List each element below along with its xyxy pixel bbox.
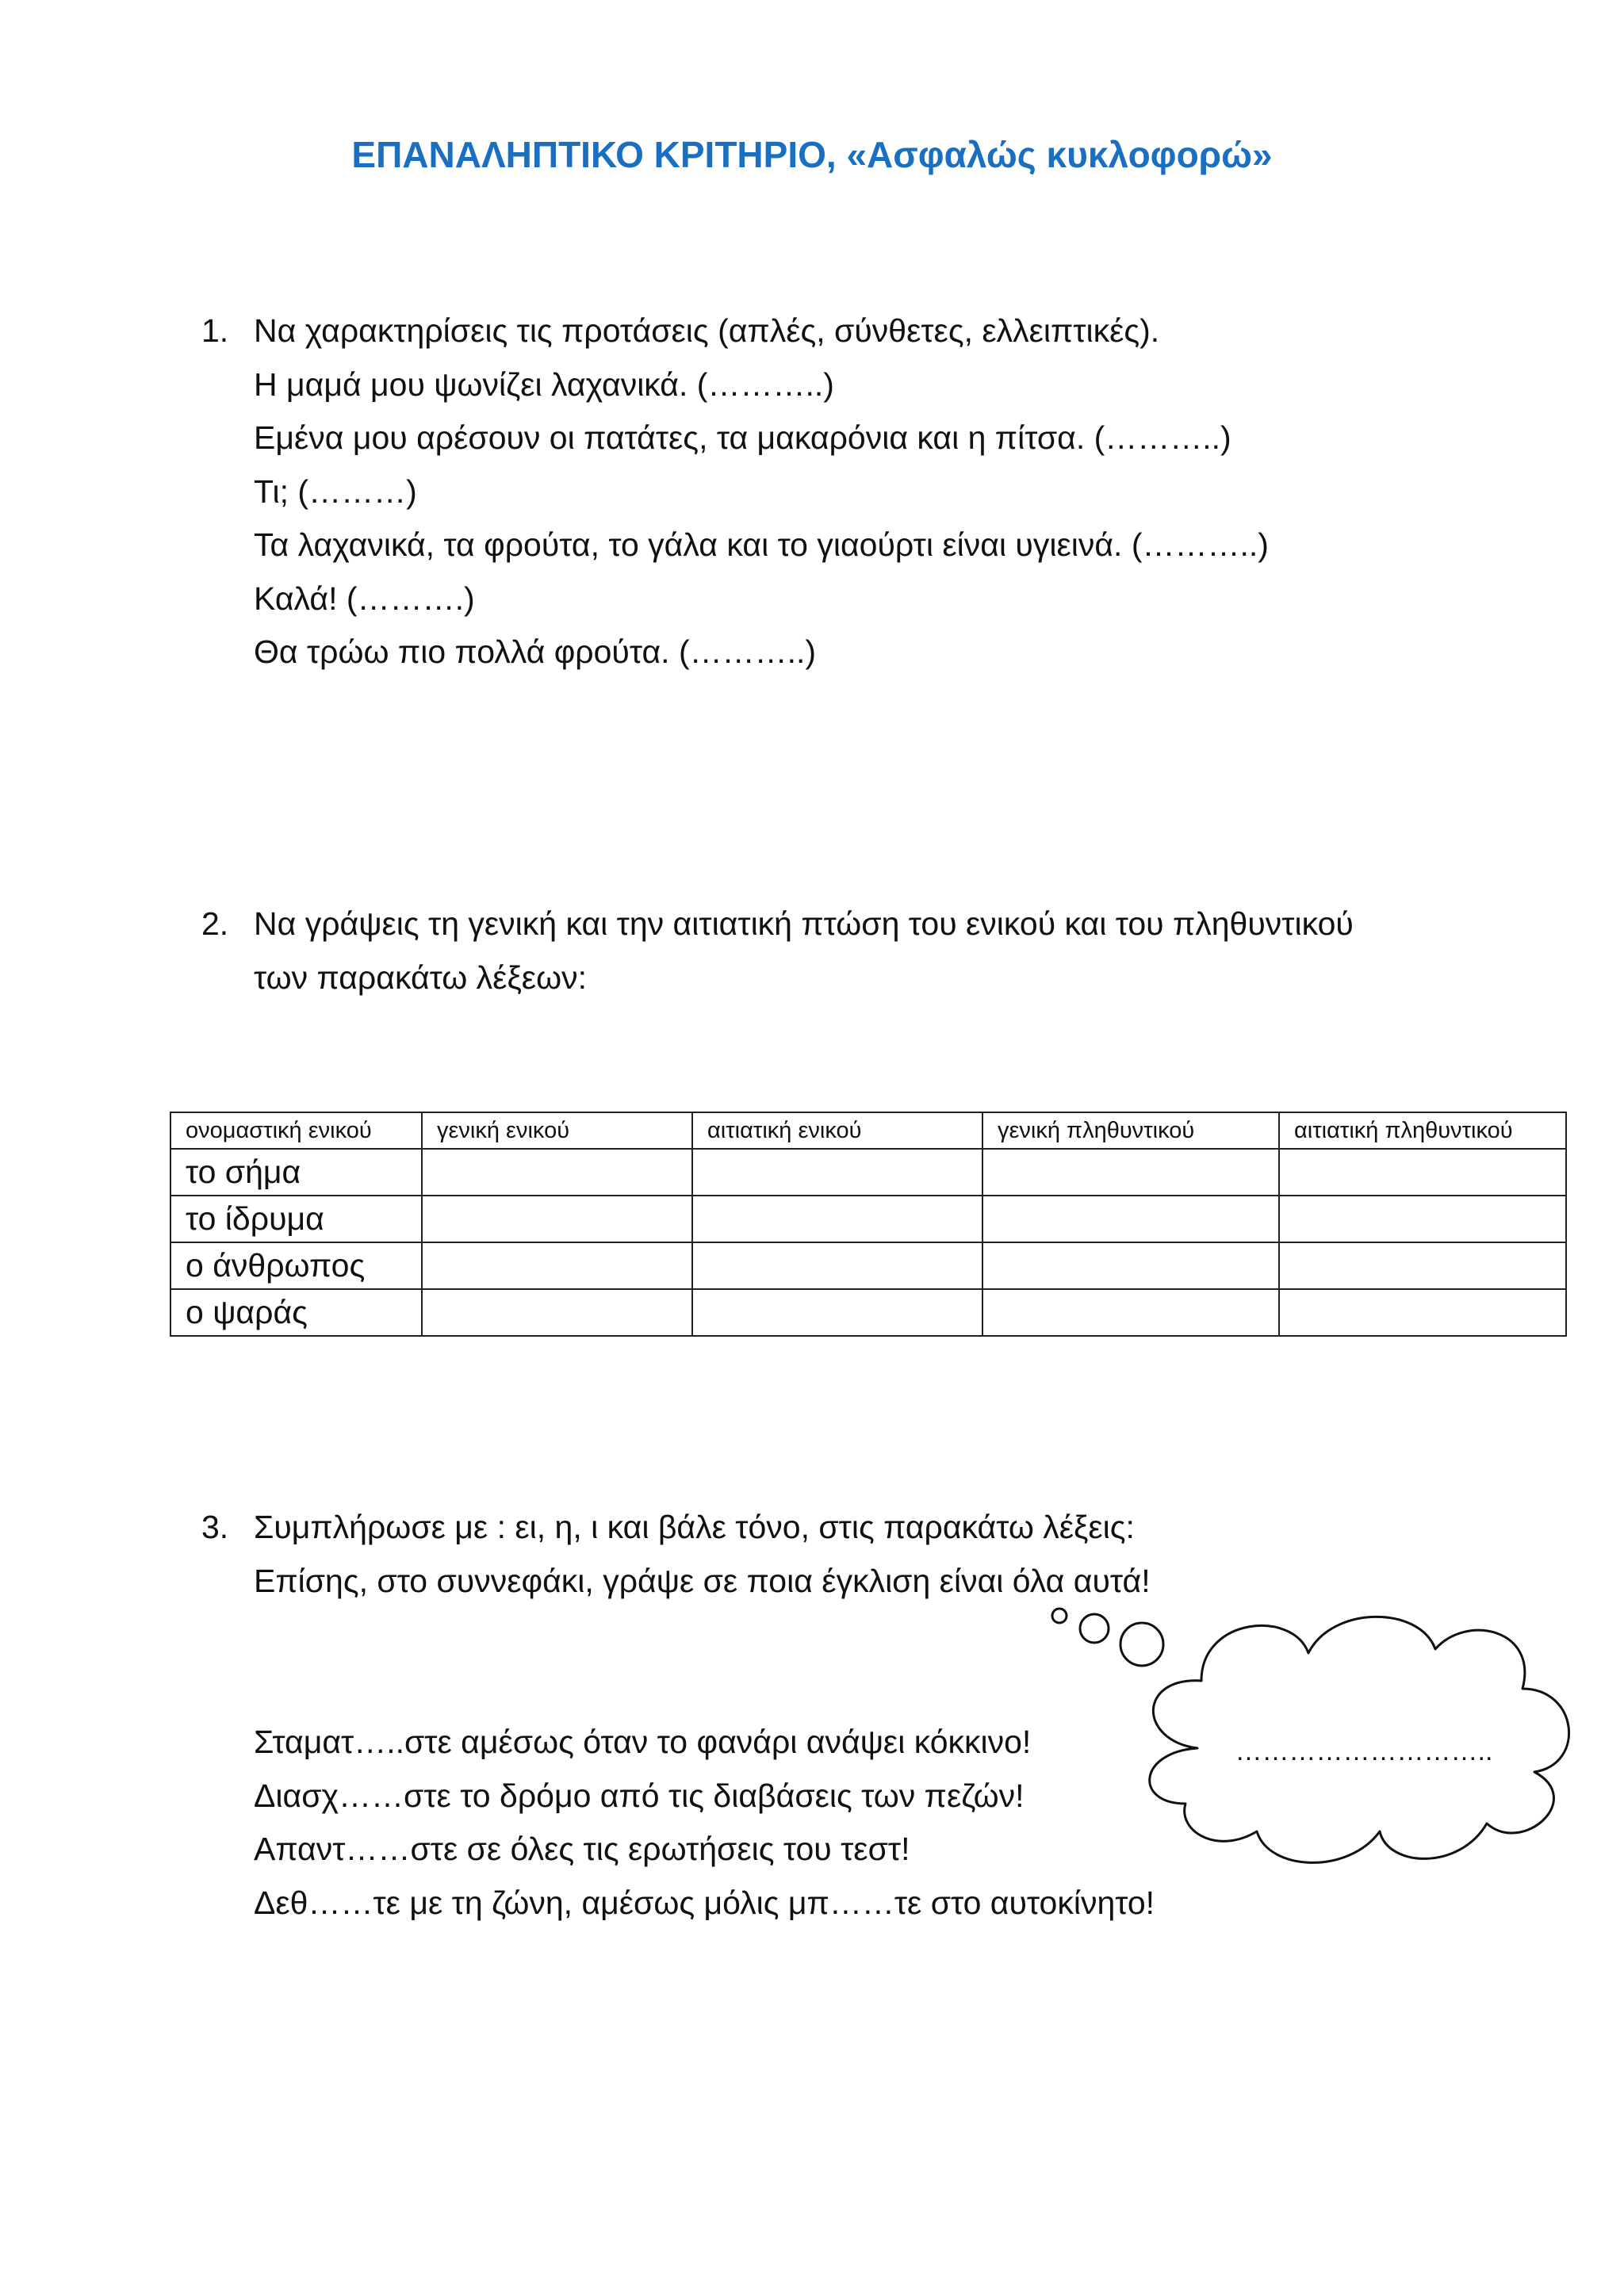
question-1 xyxy=(201,304,1565,679)
answer-cell[interactable] xyxy=(692,1149,982,1196)
question-prompt-line: Επίσης, στο συννεφάκι, γράψε σε ποια έγκλιση είναι όλα αυτά! xyxy=(254,1562,1151,1599)
header-accusative-plural: αιτιατική πληθυντικού xyxy=(1279,1112,1566,1149)
word-cell: το ίδρυμα xyxy=(170,1196,422,1242)
thought-bubble-small xyxy=(1052,1609,1067,1623)
sentence-item: Θα τρώω πιο πολλά φρούτα. (………..) xyxy=(254,633,817,670)
sentence-item: Τι; (………) xyxy=(254,473,417,510)
answer-cell[interactable] xyxy=(1279,1196,1566,1242)
fill-in-item: Διασχ……στε το δρόμο από τις διαβάσεις των πεζών! xyxy=(254,1777,1025,1814)
question-number: 1. xyxy=(201,312,229,349)
answer-cell[interactable] xyxy=(982,1289,1279,1336)
answer-cell[interactable] xyxy=(982,1196,1279,1242)
fill-in-item: Απαντ……στε σε όλες τις ερωτήσεις του τεστ! xyxy=(254,1831,910,1867)
answer-cell[interactable] xyxy=(1279,1149,1566,1196)
table-row xyxy=(170,1149,1566,1196)
question-prompt: Να χαρακτηρίσεις τις προτάσεις (απλές, σύνθετες, ελλειπτικές). xyxy=(254,312,1160,349)
fill-in-item: Δεθ……τε με τη ζώνη, αμέσως μόλις μπ……τε στο αυτοκίνητο! xyxy=(254,1884,1155,1921)
question-prompt-line: των παρακάτω λέξεων: xyxy=(254,959,587,996)
answer-cell[interactable] xyxy=(422,1149,692,1196)
question-3 xyxy=(201,1501,1565,1608)
question-number: 2. xyxy=(201,905,229,942)
answer-cell[interactable] xyxy=(982,1149,1279,1196)
header-nominative-singular: ονομαστική ενικού xyxy=(170,1112,422,1149)
fill-in-list xyxy=(254,1716,1155,1930)
thought-cloud[interactable] xyxy=(1047,1594,1586,1927)
answer-cell[interactable] xyxy=(692,1289,982,1336)
sentence-item: Η μαμά μου ψωνίζει λαχανικά. (………..) xyxy=(254,365,834,403)
sentence-item: Εμένα μου αρέσουν οι πατάτες, τα μακαρόνια και η πίτσα. (………..) xyxy=(254,419,1231,456)
answer-cell[interactable] xyxy=(422,1196,692,1242)
answer-cell[interactable] xyxy=(692,1242,982,1289)
question-prompt-line: Να γράψεις τη γενική και την αιτιατική πτώση του ενικού και του πληθυντικού xyxy=(254,905,1354,942)
answer-cell[interactable] xyxy=(982,1242,1279,1289)
table-header-row xyxy=(170,1112,1566,1149)
answer-cell[interactable] xyxy=(422,1242,692,1289)
fill-in-item: Σταματ…..στε αμέσως όταν το φανάρι ανάψει κόκκινο! xyxy=(254,1724,1032,1760)
word-cell: το σήμα xyxy=(170,1149,422,1196)
declension-table xyxy=(170,1112,1567,1337)
header-genitive-singular: γενική ενικού xyxy=(422,1112,692,1149)
sentence-item: Τα λαχανικά, τα φρούτα, το γάλα και το γιαούρτι είναι υγιεινά. (………..) xyxy=(254,526,1269,563)
question-prompt-line: Συμπλήρωσε με : ει, η, ι και βάλε τόνο, στις παρακάτω λέξεις: xyxy=(254,1509,1135,1545)
answer-cell[interactable] xyxy=(422,1289,692,1336)
question-number: 3. xyxy=(201,1509,229,1545)
thought-bubble-large xyxy=(1120,1623,1163,1666)
answer-cell[interactable] xyxy=(1279,1289,1566,1336)
header-accusative-singular: αιτιατική ενικού xyxy=(692,1112,982,1149)
thought-bubble-medium xyxy=(1080,1614,1109,1643)
question-2 xyxy=(201,897,1565,1004)
answer-cell[interactable] xyxy=(1279,1242,1566,1289)
table-row xyxy=(170,1196,1566,1242)
sentence-item: Καλά! (……….) xyxy=(254,580,475,617)
table-row xyxy=(170,1242,1566,1289)
header-genitive-plural: γενική πληθυντικού xyxy=(982,1112,1279,1149)
page-title: ΕΠΑΝΑΛΗΠΤΙΚΟ ΚΡΙΤΗΡΙΟ, «Ασφαλώς κυκλοφορώ» xyxy=(351,134,1273,175)
answer-cell[interactable] xyxy=(692,1196,982,1242)
word-cell: ο ψαράς xyxy=(170,1289,422,1336)
table-row xyxy=(170,1289,1566,1336)
word-cell: ο άνθρωπος xyxy=(170,1242,422,1289)
cloud-answer-blank: ……………………….. xyxy=(1235,1736,1493,1766)
